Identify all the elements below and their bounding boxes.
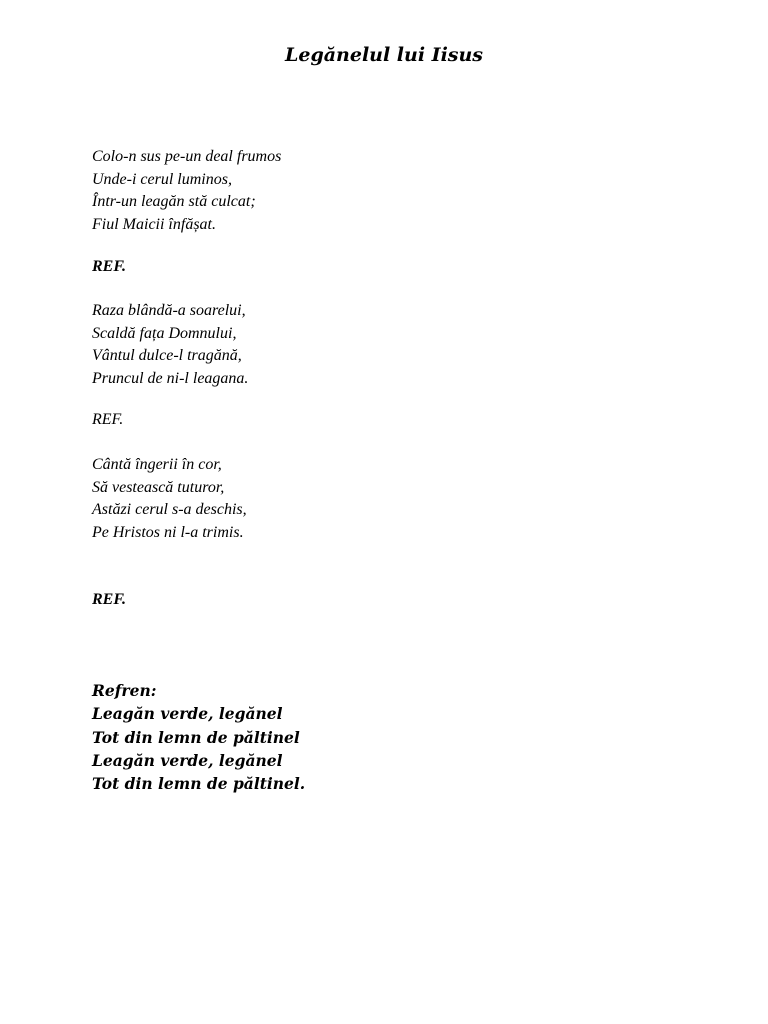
verse-line: Astăzi cerul s-a deschis, <box>92 501 247 518</box>
verse-3 <box>92 454 247 544</box>
verse-line: Pe Hristos ni l-a trimis. <box>92 523 244 541</box>
verse-line: Pruncul de ni-l leagana. <box>92 369 249 387</box>
page-title: Legănelul lui Iisus <box>285 44 483 66</box>
verse-line: Scaldă fața Domnului, <box>92 324 237 342</box>
verse-2 <box>92 300 248 390</box>
verse-line: Fiul Maicii înfășat. <box>92 215 216 233</box>
verse-line: Cântă îngerii în cor, <box>92 456 222 473</box>
verse-line: Unde-i cerul luminos, <box>92 170 232 188</box>
ref-marker-2: REF. <box>92 411 124 428</box>
refrain-line: Leagăn verde, legănel <box>92 704 283 724</box>
ref-marker-1: REF. <box>92 258 126 275</box>
verse-line: Într-un leagăn stă culcat; <box>92 193 256 210</box>
refrain-line: Tot din lemn de păltinel <box>92 727 300 747</box>
verse-1 <box>92 146 281 236</box>
refrain-block <box>92 679 305 795</box>
refrain-label: Refren: <box>92 681 157 700</box>
ref-marker-3: REF. <box>92 591 126 608</box>
verse-line: Raza blândă-a soarelui, <box>92 302 246 319</box>
verse-line: Vântul dulce-l tragănă, <box>92 347 242 364</box>
refrain-line: Leagăn verde, legănel <box>92 750 283 770</box>
verse-line: Colo-n sus pe-un deal frumos <box>92 148 282 165</box>
refrain-line: Tot din lemn de păltinel. <box>92 774 306 794</box>
verse-line: Să vestească tuturor, <box>92 478 225 496</box>
